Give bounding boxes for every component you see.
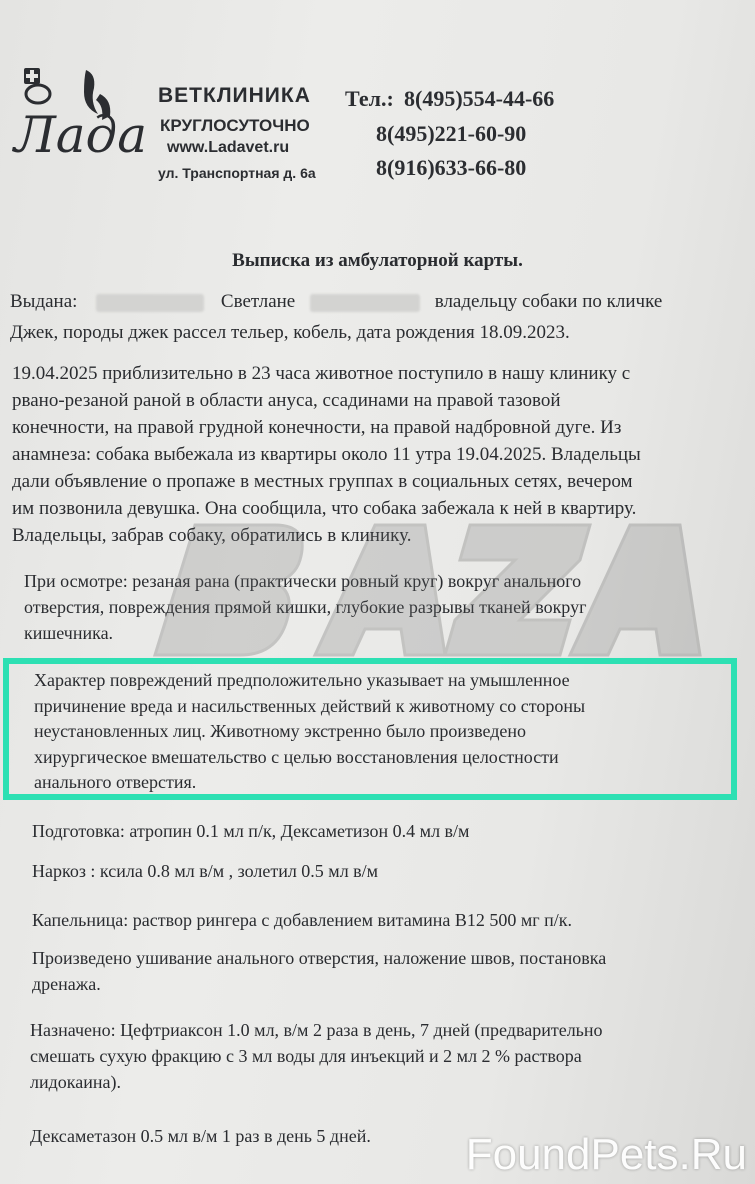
assessment-line: неустановленных лиц. Животному экстренно было произведено (34, 721, 527, 741)
phone-label: Тел.: (345, 86, 394, 111)
anamnesis-line: рвано-резаной раной в области ануса, ссадинами на правой тазовой (12, 390, 561, 411)
assessment-line: причинение вреда и насильственных действий к животному со стороны (34, 695, 586, 716)
dexamethasone-line: Дексаметазон 0.5 мл в/м 1 раз в день 5 дней. (30, 1126, 371, 1146)
prescription-paragraph (30, 1017, 603, 1095)
drip-line: Капельница: раствор рингера с добавлением витамина В12 500 мг п/к. (32, 910, 573, 930)
clinic-name: ВЕТКЛИНИКА (158, 84, 311, 107)
exam-line: кишечника. (24, 623, 114, 643)
issued-label: Выдана: (10, 291, 78, 312)
phone-3: 8(916)633-66-80 (376, 155, 527, 180)
prescription-line: Назначено: Цефтриаксон 1.0 мл, в/м 2 раза в день, 7 дней (предварительно (30, 1020, 603, 1040)
anamnesis-line: анамнеза: собака выбежала из квартиры около 11 утра 19.04.2025. Владельцы (12, 444, 641, 465)
injury-assessment-paragraph (34, 668, 585, 796)
issued-line-2: Джек, породы джек рассел тельер, кобель, дата рождения 18.09.2023. (10, 322, 570, 343)
exam-paragraph (24, 568, 586, 646)
anamnesis-line: им позвонила девушка. Она сообщила, что собака забежала к ней в квартиру. (12, 498, 637, 519)
assessment-line: анального отверстия. (34, 772, 197, 792)
anamnesis-line: 19.04.2025 приблизительно в 23 часа животное поступило в нашу клинику с (12, 363, 631, 384)
issued-rest: владельцу собаки по кличке (434, 291, 663, 312)
lada-logo-icon (8, 64, 148, 174)
prescription-line: лидокаина). (30, 1072, 121, 1092)
clinic-hours: КРУГЛОСУТОЧНО (160, 116, 310, 135)
redacted-surname (96, 294, 204, 312)
document-title: Выписка из амбулаторной карты. (232, 250, 523, 271)
surgery-line: дренажа. (32, 974, 101, 994)
assessment-line: хирургическое вмешательство с целью восстановления целостности (34, 746, 559, 767)
issued-line (10, 291, 662, 313)
anamnesis-line: дали объявление о пропаже в местных группах в социальных сетях, вечером (12, 471, 633, 492)
issued-name: Светлане (220, 291, 296, 312)
anamnesis-line: конечности, на правой грудной конечности, на правой надбровной дуге. Из (12, 417, 622, 438)
clinic-address: ул. Транспортная д. 6а (158, 165, 316, 181)
phone-1: 8(495)554-44-66 (404, 86, 555, 111)
preparation-line: Подготовка: атропин 0.1 мл п/к, Дексаметизон 0.4 мл в/м (32, 821, 470, 841)
svg-text:Лада: Лада (14, 106, 148, 164)
anesthesia-line: Наркоз : ксила 0.8 мл в/м , золетил 0.5 мл в/м (32, 861, 379, 881)
assessment-line: Характер повреждений предположительно указывает на умышленное (34, 670, 570, 690)
foundpets-watermark: FoundPets.Ru (465, 1130, 747, 1179)
redacted-patronymic (310, 294, 420, 312)
anamnesis-line: Владельцы, забрав собаку, обратились в клинику. (12, 525, 412, 546)
surgery-line: Произведено ушивание анального отверстия, наложение швов, постановка (32, 948, 607, 968)
anamnesis-paragraph (12, 360, 641, 549)
prescription-line: смешать сухую фракцию с 3 мл воды для инъекций и 2 мл 2 % раствора (30, 1046, 582, 1066)
clinic-logo (8, 64, 148, 174)
exam-line: отверстия, повреждения прямой кишки, глубокие разрывы тканей вокруг (24, 597, 587, 617)
clinic-website: www.Ladavet.ru (167, 139, 290, 156)
phone-2: 8(495)221-60-90 (376, 121, 527, 146)
exam-line: При осмотре: резаная рана (практически ровный круг) вокруг анального (24, 571, 582, 591)
surgery-paragraph (32, 945, 606, 997)
